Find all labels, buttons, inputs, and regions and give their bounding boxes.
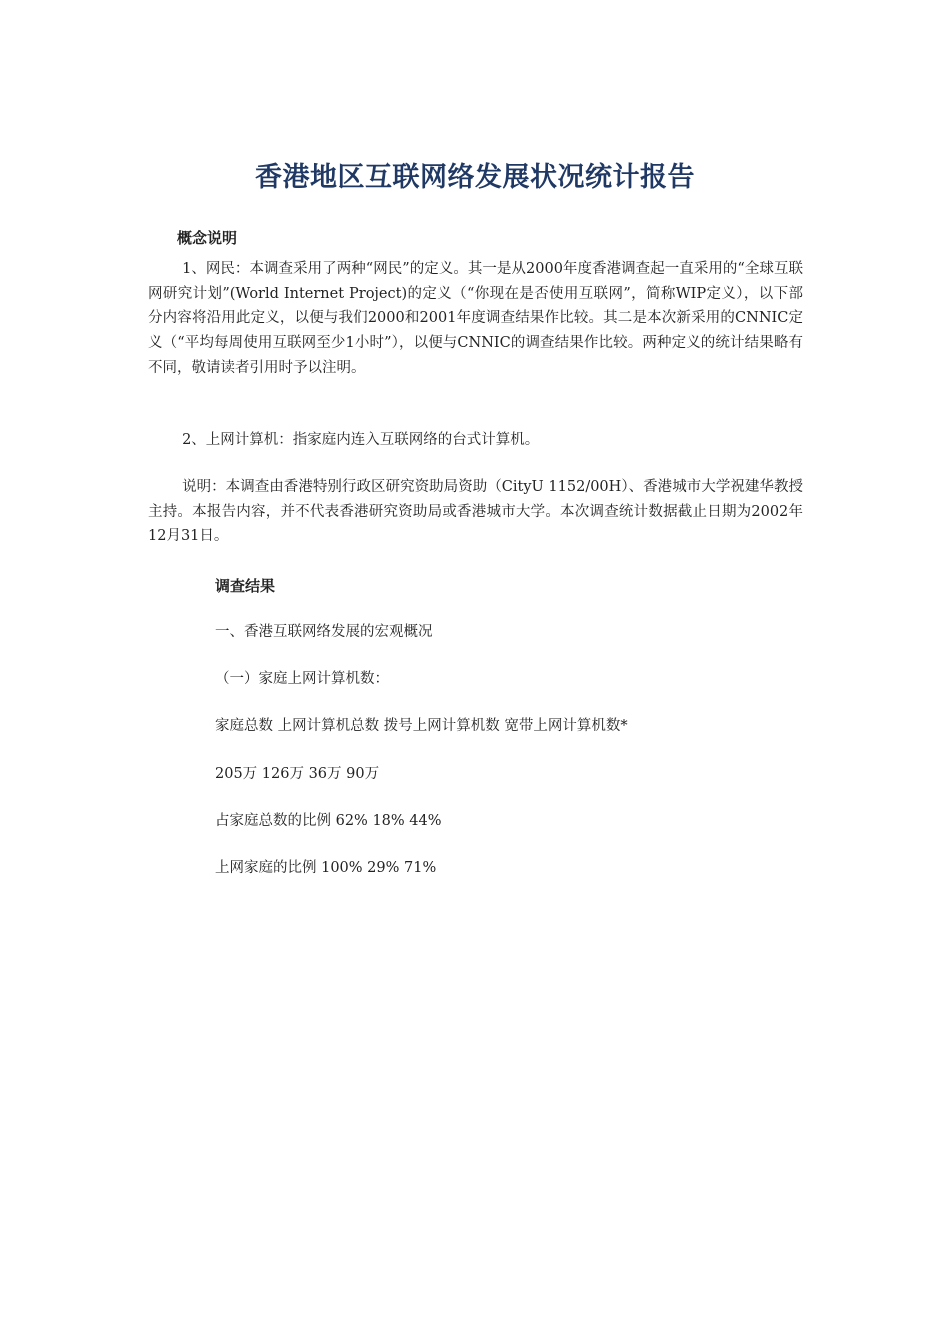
table-row-counts: 205万 126万 36万 90万	[215, 766, 380, 782]
definition-netizen-paragraph: 1、网民：本调查采用了两种“网民”的定义。其一是从2000年度香港调查起一直采用的“全球互联网研究计划”(World Internet Project)的定义（“你现在是否使用互联网”，简称WIP定义），以下部分内容将沿用此定义，以便与我们2000和2001年度调查结果作比较。其二是本次新采用的CNNIC定义（“平均每周使用互联网至少1小时”），以便与CNNIC的调查结果作比较。两种定义的统计结果略有不同，敬请读者引用时予以注明。	[148, 261, 803, 376]
definition-online-computer-paragraph: 2、上网计算机：指家庭内连入互联网络的台式计算机。	[182, 432, 540, 448]
table-header-row: 家庭总数 上网计算机总数 拨号上网计算机数 宽带上网计算机数*	[215, 718, 628, 734]
table-row-share-of-households: 占家庭总数的比例 62% 18% 44%	[215, 813, 442, 829]
results-heading: 调查结果	[215, 577, 276, 595]
section-macro-overview: 一、香港互联网络发展的宏观概况	[215, 624, 433, 640]
survey-note-paragraph: 说明：本调查由香港特别行政区研究资助局资助（CityU 1152/00H）、香港城市大学祝建华教授主持。本报告内容，并不代表香港研究资助局或香港城市大学。本次调查统计数据截止日期为2002年12月31日。	[148, 479, 803, 545]
subsection-household-computers: （一）家庭上网计算机数：	[215, 671, 389, 687]
table-row-share-of-online-households: 上网家庭的比例 100% 29% 71%	[215, 860, 437, 876]
page-title: 香港地区互联网络发展状况统计报告	[255, 162, 695, 193]
concepts-heading: 概念说明	[177, 229, 238, 247]
